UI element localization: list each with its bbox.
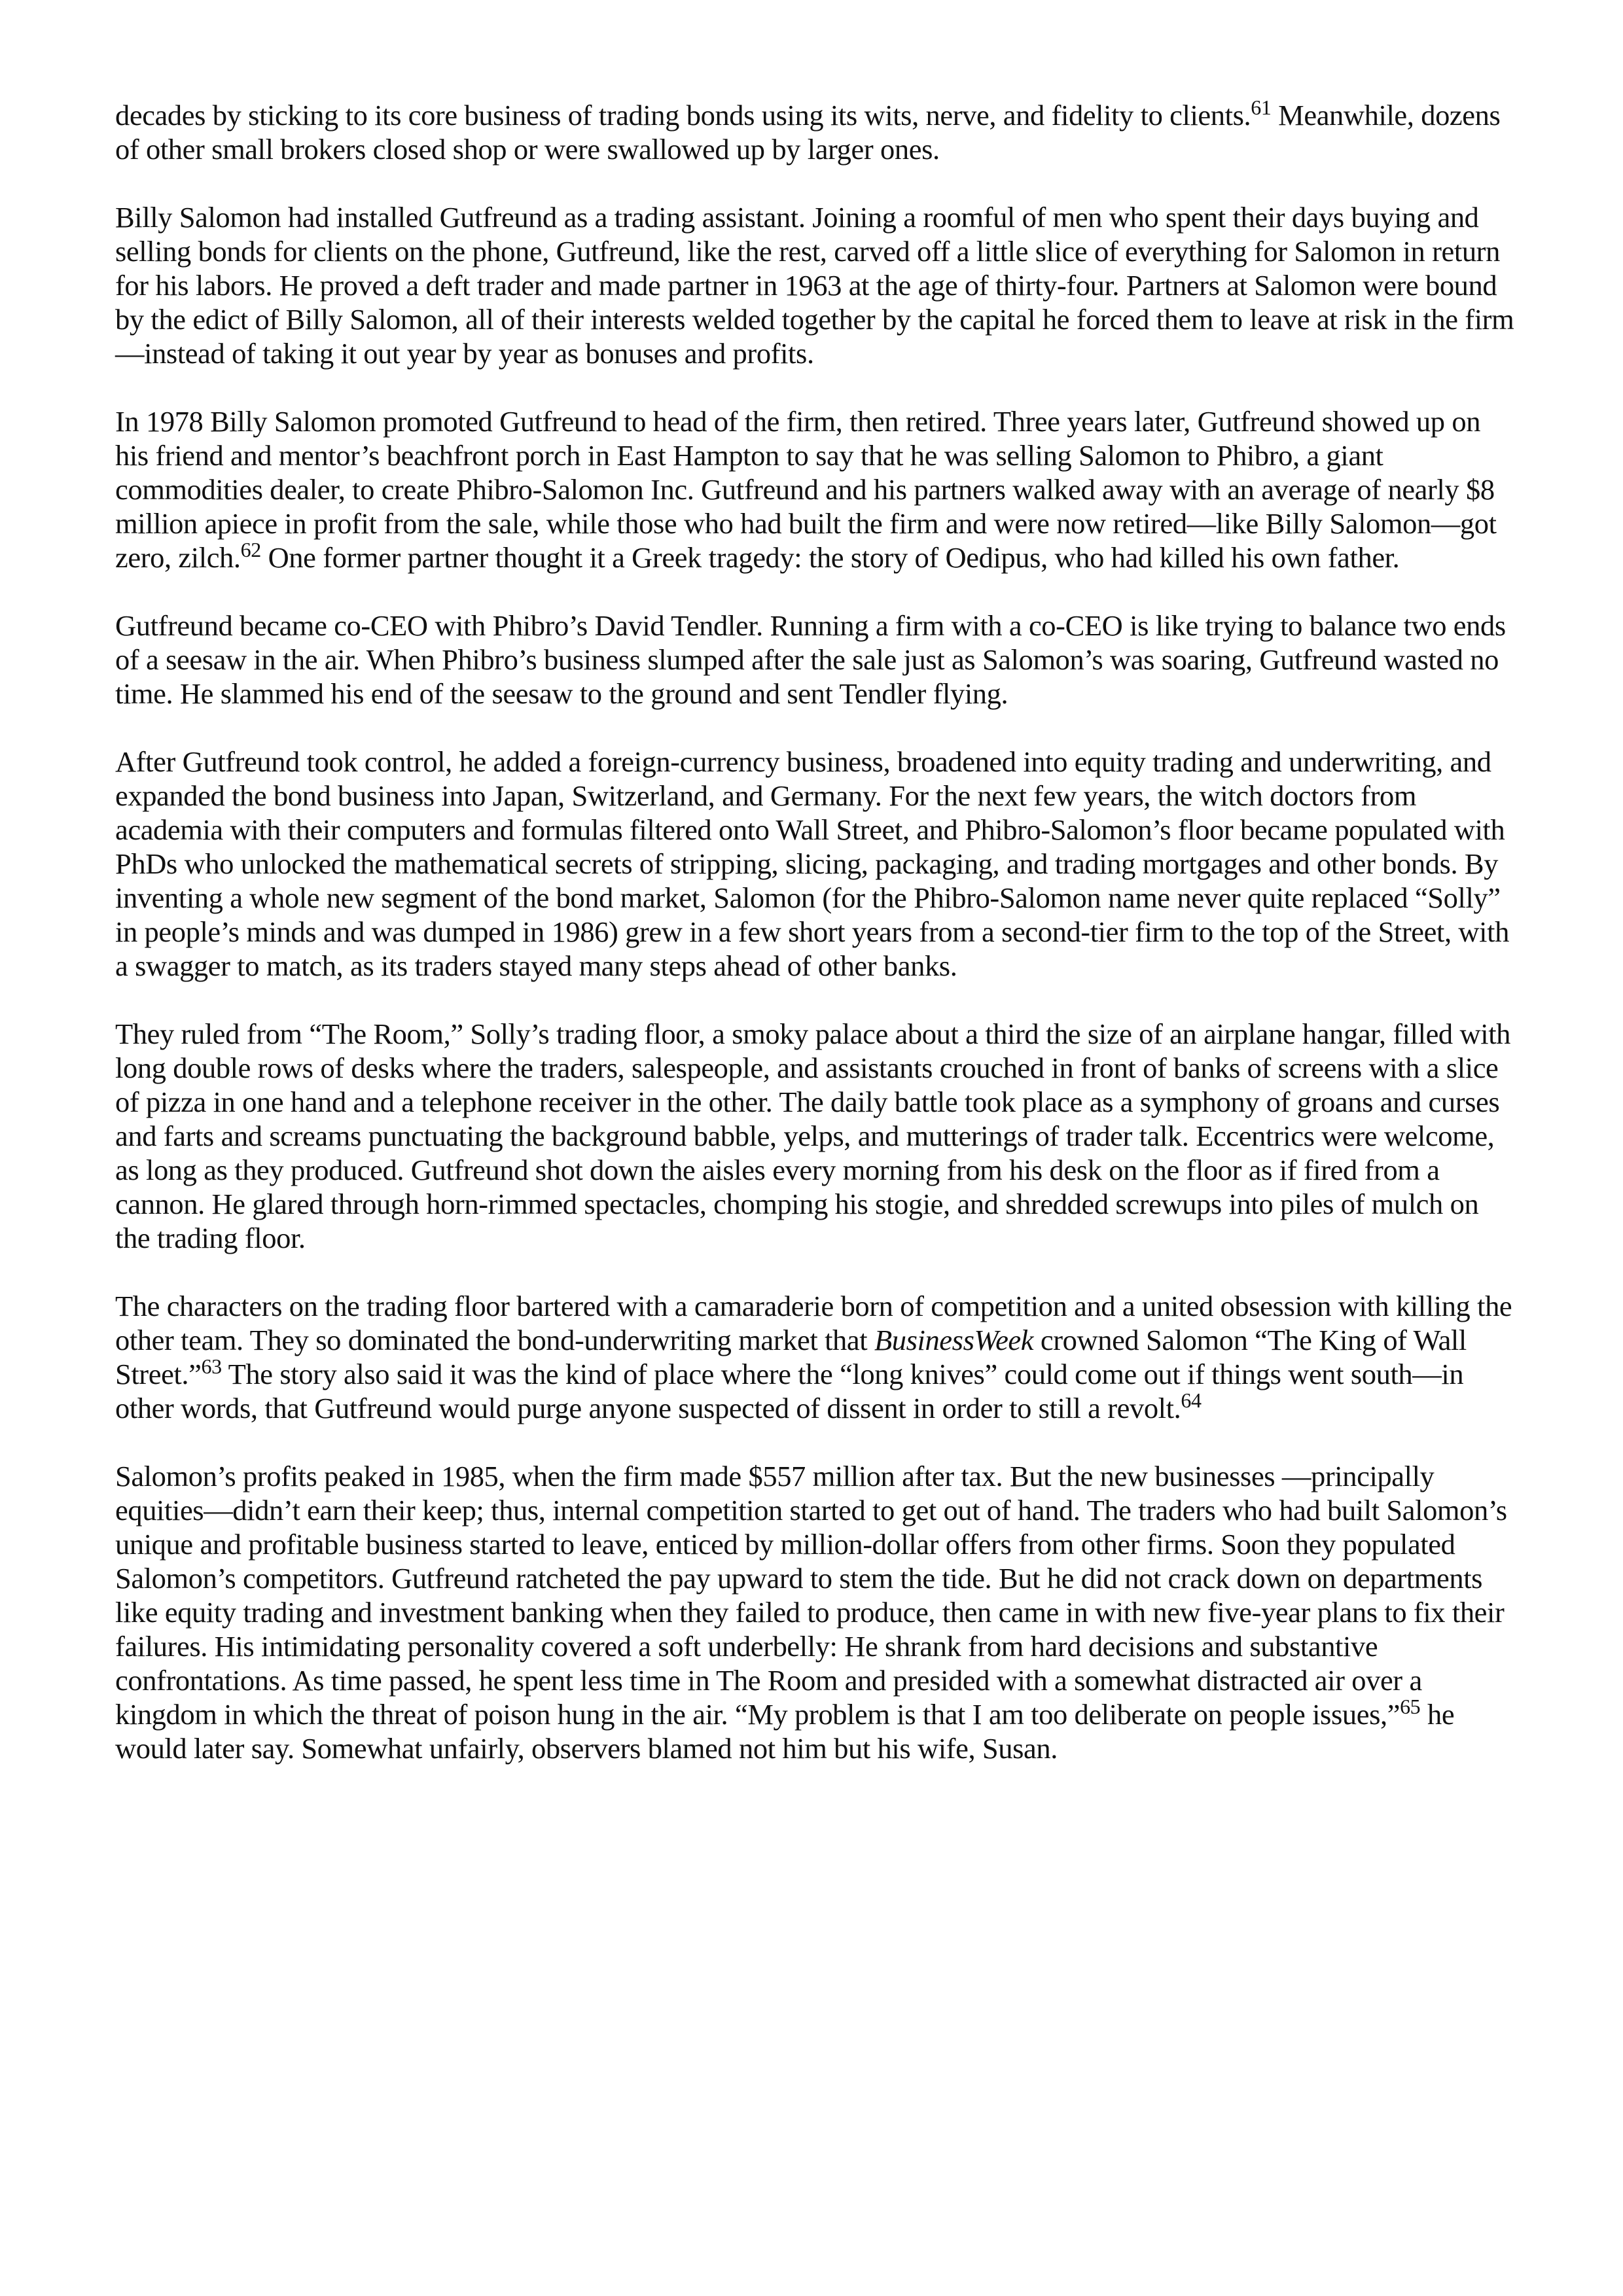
- paragraph-text: The story also said it was the kind of place where the “long knives” could come out if things went south—in other words, that Gutfreund would purge anyone suspected of dissent in order to still a revolt.: [115, 1358, 1464, 1424]
- publication-title: BusinessWeek: [874, 1324, 1034, 1356]
- paragraph-text: After Gutfreund took control, he added a foreign-currency business, broadened into equity trading and underwriting, and expanded the bond business into Japan, Switzerland, and Germany. For the next few years, the witch doctors from academia with their computers and formulas filtered onto Wall Street, and Phibro-Salomon’s floor became populated with PhDs who unlocked the mathematical secrets of stripping, slicing, packaging, and trading mortgages and other bonds. By inventing a whole new segment of the bond market, Salomon (for the Phibro-Salomon name never quite replaced “Solly” in people’s minds and was dumped in 1986) grew in a few short years from a second-tier firm to the top of the Street, with a swagger to match, as its traders stayed many steps ahead of other banks.: [115, 745, 1509, 982]
- footnote-ref-64[interactable]: 64: [1181, 1388, 1202, 1412]
- paragraph-text: Salomon’s profits peaked in 1985, when the firm made $557 million after tax. But the new businesses —principally equities—didn’t earn their keep; thus, internal competition started to get out of hand. The traders who had built Salomon’s unique and profitable business started to leave, enticed by million-dollar offers from other firms. Soon they populated Salomon’s competitors. Gutfreund ratcheted the pay upward to stem the tide. But he did not crack down on departments like equity trading and investment banking when they failed to produce, then came in with new five-year plans to fix their failures. His intimidating personality covered a soft underbelly: He shrank from hard decisions and substantive confrontations. As time passed, he spent less time in The Room and presided with a somewhat distracted air over a kingdom in which the threat of poison hung in the air. “My problem is that I am too deliberate on people issues,”: [115, 1460, 1507, 1731]
- paragraph-2: [115, 200, 1516, 370]
- footnote-ref-63[interactable]: 63: [201, 1354, 222, 1378]
- paragraph-6: [115, 1017, 1516, 1255]
- paragraph-8: [115, 1459, 1516, 1765]
- footnote-ref-62[interactable]: 62: [240, 538, 261, 561]
- paragraph-5: [115, 745, 1516, 983]
- paragraph-3: [115, 404, 1516, 574]
- footnote-ref-61[interactable]: 61: [1251, 96, 1272, 119]
- paragraph-text: They ruled from “The Room,” Solly’s trading floor, a smoky palace about a third the size of an airplane hangar, filled with long double rows of desks where the traders, salespeople, and assistants crouched in front of banks of screens with a slice of pizza in one hand and a telephone receiver in the other. The daily battle took place as a symphony of groans and curses and farts and screams punctuating the background babble, yelps, and mutterings of trader talk. Eccentrics were welcome, as long as they produced. Gutfreund shot down the aisles every morning from his desk on the floor as if fired from a cannon. He glared through horn-rimmed spectacles, chomping his stogie, and shredded screwups into piles of mulch on the trading floor.: [115, 1017, 1511, 1254]
- paragraph-text: crowned Salomon “The King of Wall Street.”: [115, 1324, 1467, 1390]
- paragraph-text: Meanwhile, dozens of other small brokers closed shop or were swallowed up by larger ones.: [115, 99, 1501, 166]
- paragraph-7: [115, 1289, 1516, 1425]
- footnote-ref-65[interactable]: 65: [1400, 1695, 1421, 1718]
- paragraph-text: decades by sticking to its core business of trading bonds using its wits, nerve, and fidelity to clients.: [115, 99, 1251, 132]
- paragraph-text: The characters on the trading floor bartered with a camaraderie born of competition and a united obsession with killing the other team. They so dominated the bond-underwriting market that: [115, 1290, 1512, 1356]
- paragraph-text: Gutfreund became co-CEO with Phibro’s David Tendler. Running a firm with a co-CEO is like trying to balance two ends of a seesaw in the air. When Phibro’s business slumped after the sale just as Salomon’s was soaring, Gutfreund wasted no time. He slammed his end of the seesaw to the ground and sent Tendler flying.: [115, 609, 1506, 710]
- paragraph-text: In 1978 Billy Salomon promoted Gutfreund to head of the firm, then retired. Three years later, Gutfreund showed up on his friend and mentor’s beachfront porch in East Hampton to say that he was selling Salomon to Phibro, a giant commodities dealer, to create Phibro-Salomon Inc. Gutfreund and his partners walked away with an average of nearly $8 million apiece in profit from the sale, while those who had built the firm and were now retired—like Billy Salomon—got zero, zilch.: [115, 405, 1497, 574]
- paragraph-text: One former partner thought it a Greek tragedy: the story of Oedipus, who had killed his own father.: [260, 541, 1400, 574]
- paragraph-text: Billy Salomon had installed Gutfreund as a trading assistant. Joining a roomful of men who spent their days buying and selling bonds for clients on the phone, Gutfreund, like the rest, carved off a little slice of everything for Salomon in return for his labors. He proved a deft trader and made partner in 1963 at the age of thirty-four. Partners at Salomon were bound by the edict of Billy Salomon, all of their interests welded together by the capital he forced them to leave at risk in the firm—instead of taking it out year by year as bonuses and profits.: [115, 201, 1514, 370]
- paragraph-text: he would later say. Somewhat unfairly, observers blamed not him but his wife, Susan.: [115, 1698, 1455, 1765]
- paragraph-4: [115, 609, 1516, 711]
- paragraph-1: [115, 98, 1516, 166]
- document-page: [115, 98, 1516, 1765]
